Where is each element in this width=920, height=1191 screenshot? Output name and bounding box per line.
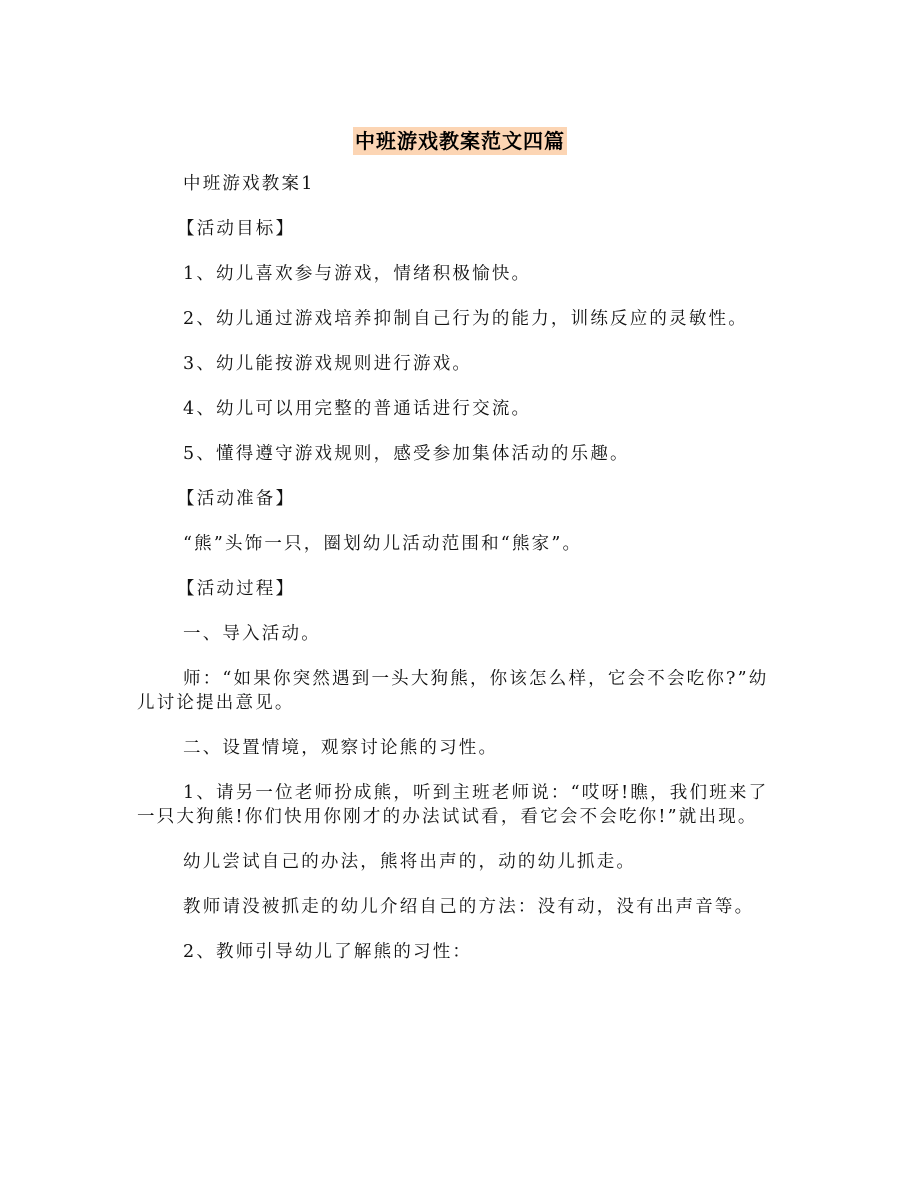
process-step: 一、导入活动。 xyxy=(183,624,321,644)
title-container xyxy=(0,127,920,155)
objective-item: 5、懂得遵守游戏规则，感受参加集体活动的乐趣。 xyxy=(183,444,630,464)
section-heading-objectives: 【活动目标】 xyxy=(177,219,296,239)
objective-item: 1、幼儿喜欢参与游戏，情绪积极愉快。 xyxy=(183,264,532,284)
process-step: 二、设置情境，观察讨论熊的习性。 xyxy=(183,738,499,758)
process-paragraph: 1、请另一位老师扮成熊，听到主班老师说：“哎呀!瞧，我们班来了一只大狗熊!你们快用你刚才的办法试试看，看它会不会吃你!”就出现。 xyxy=(137,783,769,827)
process-paragraph: 师：“如果你突然遇到一头大狗熊，你该怎么样，它会不会吃你?”幼儿讨论提出意见。 xyxy=(137,669,769,713)
objective-item: 3、幼儿能按游戏规则进行游戏。 xyxy=(183,354,473,374)
preparation-text: “熊”头饰一只，圈划幼儿活动范围和“熊家”。 xyxy=(183,534,583,554)
process-step: 2、教师引导幼儿了解熊的习性： xyxy=(183,942,473,962)
objective-item: 2、幼儿通过游戏培养抑制自己行为的能力，训练反应的灵敏性。 xyxy=(183,309,748,329)
objective-item: 4、幼儿可以用完整的普通话进行交流。 xyxy=(183,399,532,419)
section-heading-preparation: 【活动准备】 xyxy=(177,489,296,509)
section-heading-lesson-1: 中班游戏教案1 xyxy=(183,174,315,194)
document-title: 中班游戏教案范文四篇 xyxy=(355,129,565,153)
process-paragraph: 幼儿尝试自己的办法，熊将出声的，动的幼儿抓走。 xyxy=(183,852,637,872)
document-body xyxy=(137,172,787,985)
process-paragraph: 教师请没被抓走的幼儿介绍自己的方法：没有动，没有出声音等。 xyxy=(183,897,755,917)
section-heading-process: 【活动过程】 xyxy=(177,579,296,599)
